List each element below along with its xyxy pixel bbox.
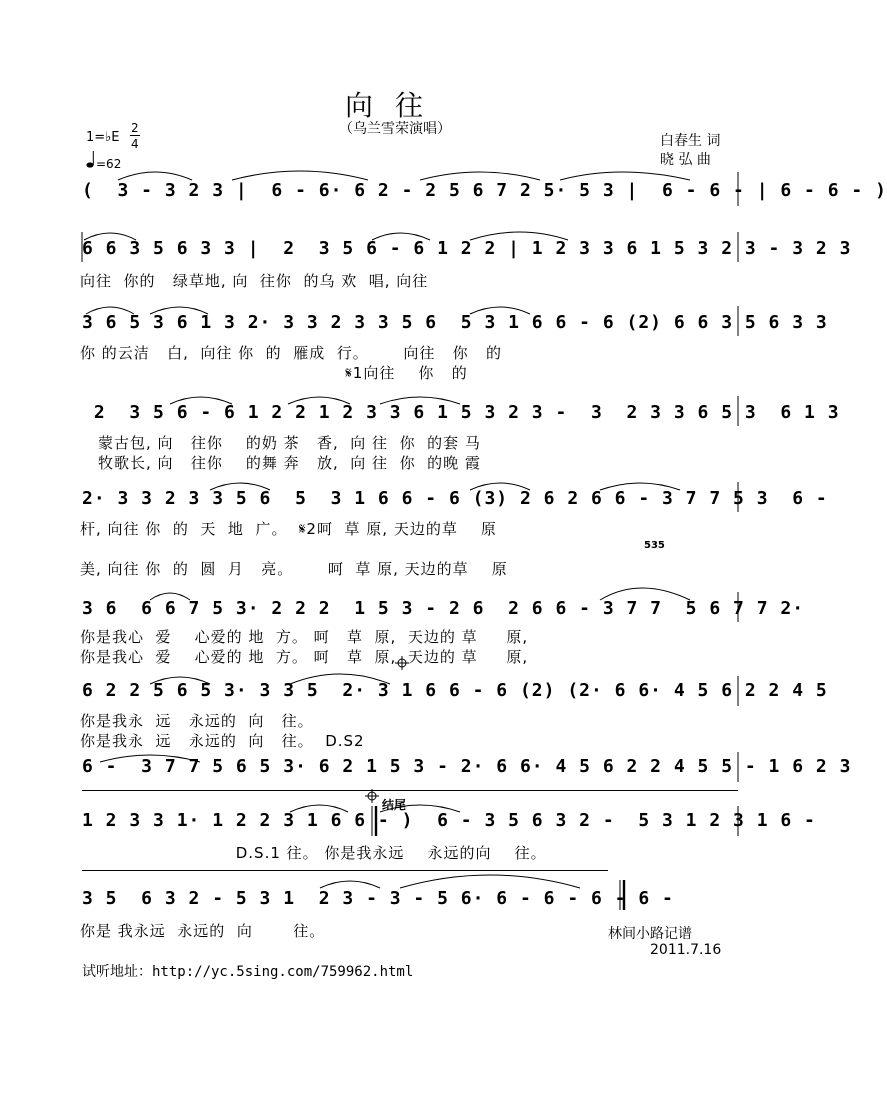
notation-line: 6 6 3 5 6 3 3 | 2 3 5 6 - 6 1 2 2 | 1 2 3 3 6 1 5 3 2 3 - 3 2 3 xyxy=(82,238,852,259)
notation-line: 1 2 3 3 1· 1 2 2 3 1 6 6 - ) 6 - 3 5 6 3 2 - 5 3 1 2 3 1 6 - xyxy=(82,810,816,831)
ornament-marking: 535 xyxy=(644,540,665,551)
tempo-marking: =62 xyxy=(96,157,122,171)
lyric-line: 向往 你的 绿草地, 向 往你 的乌 欢 唱, 向往 xyxy=(80,272,429,290)
transcriber-credit: 林间小路记谱 xyxy=(608,926,692,942)
song-subtitle: （乌兰雪荣演唱） xyxy=(339,121,451,137)
notation-line: 2· 3 3 2 3 3 5 6 5 3 1 6 6 - 6 (3) 2 6 2 6 6 - 3 7 7 5 3 6 - xyxy=(82,488,828,509)
lyric-line: 牧歌长, 向 往你 的舞 奔 放, 向 往 你 的晚 霞 xyxy=(98,454,481,472)
song-title: 向往 xyxy=(344,89,445,122)
transcription-date: 2011.7.16 xyxy=(650,942,722,958)
listen-link[interactable]: 试听地址：http://yc.5sing.com/759962.html xyxy=(82,964,414,980)
notation-line: 3 6 5 3 6 1 3 2· 3 3 2 3 3 5 6 5 3 1 6 6 - 6 (2) 6 6 3 5 6 3 3 xyxy=(82,312,828,333)
lyric-line: 你是 我永远 永远的 向 往。 xyxy=(80,922,326,940)
notation-line: ( 3 - 3 2 3 | 6 - 6· 6 2 - 2 5 6 7 2 5· 5 3 | 6 - 6 - | 6 - 6 - ) xyxy=(82,180,887,201)
lyric-line: 你是我心 爱 心爱的 地 方。 呵 草 原, 天边的 草 原, xyxy=(80,628,529,646)
lyric-line: 蒙古包, 向 往你 的奶 茶 香, 向 往 你 的套 马 xyxy=(98,434,481,452)
notation-line: 6 2 2 5 6 5 3· 3 3 5 2· 3 1 6 6 - 6 (2) (2· 6 6· 4 5 6 2 2 4 5 xyxy=(82,680,828,701)
lyricist-credit: 白春生 词 xyxy=(660,133,721,149)
lyric-line: 𝄋1向往 你 的 xyxy=(80,364,468,382)
lyric-line: 杆, 向往 你 的 天 地 广。 𝄋2呵 草 原, 天边的草 原 xyxy=(80,520,497,538)
composer-credit: 晓 弘 曲 xyxy=(660,152,711,168)
time-signature-bottom: 4 xyxy=(131,137,139,151)
lyric-line: 美, 向往 你 的 圆 月 亮。 呵 草 原, 天边的草 原 xyxy=(80,560,508,578)
coda-label: 结尾 xyxy=(382,798,407,812)
key-signature: 1=♭E xyxy=(86,130,120,145)
notation-line: 6 - 3 7 7 5 6 5 3· 6 2 1 5 3 - 2· 6 6· 4 5 6 2 2 4 5 5 - 1 6 2 3 xyxy=(82,756,852,777)
notation-line: 2 3 5 6 - 6 1 2 2 1 2 3 3 6 1 5 3 2 3 - 3 2 3 3 6 5 3 6 1 3 xyxy=(82,402,840,423)
lyric-line: 你是我永 远 永远的 向 往。 xyxy=(80,712,314,730)
lyric-line: 你 的云洁 白, 向往 你 的 雁成 行。 向往 你 的 xyxy=(80,344,502,362)
notation-line: 3 6 6 6 7 5 3· 2 2 2 1 5 3 - 2 6 2 6 6 - 3 7 7 5 6 7 7 2· xyxy=(82,598,805,619)
lyric-line: D.S.1 往。 你是我永远 永远的向 往。 xyxy=(80,844,547,862)
lyric-line: 你是我永 远 永远的 向 往。 D.S2 xyxy=(80,732,365,750)
notation-line: 3 5 6 3 2 - 5 3 1 2 3 - 3 - 5 6· 6 - 6 - 6 - 6 - xyxy=(82,888,674,909)
time-signature-top: 2 xyxy=(131,121,139,135)
lyric-line: 你是我心 爱 心爱的 地 方。 呵 草 原, 天边的 草 原, xyxy=(80,648,529,666)
